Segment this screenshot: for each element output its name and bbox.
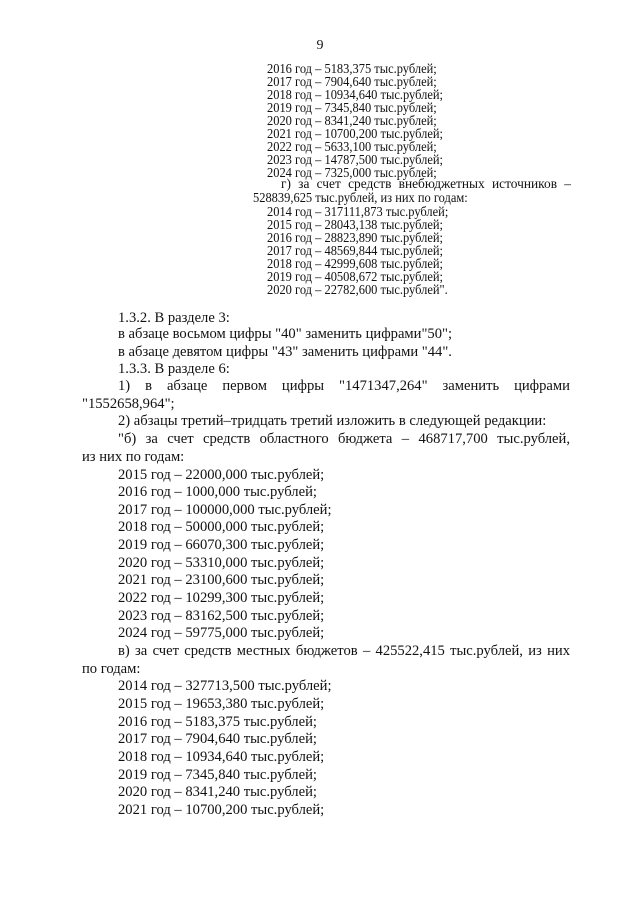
paragraph-line: "1552658,964"; xyxy=(82,396,175,412)
word: цифры xyxy=(281,378,325,394)
word: за xyxy=(135,643,148,659)
list-item: 2024 год – 7325,000 тыс.рублей; xyxy=(267,165,437,180)
list-item: 2023 год – 14787,500 тыс.рублей; xyxy=(267,152,443,167)
word: "1471347,264" xyxy=(339,378,428,394)
list-item: 2015 год – 19653,380 тыс.рублей; xyxy=(118,696,325,712)
list-item: 2018 год – 10934,640 тыс.рублей; xyxy=(267,87,443,102)
word: 1) xyxy=(118,378,131,394)
list-item: 2019 год – 40508,672 тыс.рублей; xyxy=(267,269,443,284)
list-item: 2018 год – 42999,608 тыс.рублей; xyxy=(267,256,443,271)
list-item: 2018 год – 10934,640 тыс.рублей; xyxy=(118,749,325,765)
word: г) xyxy=(281,176,291,191)
word: местных xyxy=(236,643,291,659)
word: тыс.рублей, xyxy=(450,643,523,659)
word: в) xyxy=(118,643,130,659)
paragraph-line: из них по годам: xyxy=(82,449,185,465)
list-item: 2021 год – 10700,200 тыс.рублей; xyxy=(267,126,443,141)
word: счет xyxy=(152,643,179,659)
word: – xyxy=(401,431,410,447)
list-item: 2016 год – 1000,000 тыс.рублей; xyxy=(118,484,317,500)
word: бюджета xyxy=(338,431,393,447)
list-item: 2021 год – 10700,200 тыс.рублей; xyxy=(118,802,325,818)
section-heading: 1.3.3. В разделе 6: xyxy=(118,361,230,377)
word: тыс.рублей, xyxy=(497,431,570,447)
word: первом xyxy=(222,378,267,394)
list-item: 2018 год – 50000,000 тыс.рублей; xyxy=(118,519,325,535)
list-item: 2021 год – 23100,600 тыс.рублей; xyxy=(118,572,325,588)
list-item: 2024 год – 59775,000 тыс.рублей; xyxy=(118,625,325,641)
word: за xyxy=(298,176,310,191)
word: счет xyxy=(316,176,341,191)
list-item: 2017 год – 100000,000 тыс.рублей; xyxy=(118,502,332,518)
word: средств xyxy=(184,643,232,659)
list-item: 2020 год – 53310,000 тыс.рублей; xyxy=(118,555,325,571)
list-item: 2014 год – 327713,500 тыс.рублей; xyxy=(118,678,332,694)
word: счет xyxy=(167,431,194,447)
list-item: 2019 год – 7345,840 тыс.рублей; xyxy=(118,767,317,783)
list-item: 2016 год – 28823,890 тыс.рублей; xyxy=(267,230,443,245)
clause-v-line xyxy=(118,643,570,660)
paragraph-line: в абзаце девятом цифры "43" заменить цифрами "44". xyxy=(118,344,452,360)
list-item: 2022 год – 10299,300 тыс.рублей; xyxy=(118,590,325,606)
page-number: 9 xyxy=(316,38,324,53)
list-item: 2020 год – 8341,240 тыс.рублей; xyxy=(267,113,437,128)
clause-b-line xyxy=(118,431,570,448)
clause-g-line xyxy=(281,177,571,191)
word: 425522,415 xyxy=(375,643,445,659)
word: областного xyxy=(259,431,329,447)
section-heading: 1.3.2. В разделе 3: xyxy=(118,310,230,326)
list-item: 2020 год – 8341,240 тыс.рублей; xyxy=(118,784,317,800)
list-item: 2017 год – 7904,640 тыс.рублей; xyxy=(118,731,317,747)
item1-line xyxy=(118,378,570,395)
list-item: 2020 год – 22782,600 тыс.рублей". xyxy=(267,282,448,297)
list-item: 2017 год – 48569,844 тыс.рублей; xyxy=(267,243,443,258)
word: них xyxy=(547,643,570,659)
clause-g-continuation: 528839,625 тыс.рублей, из них по годам: xyxy=(253,190,468,205)
word: абзаце xyxy=(166,378,208,394)
list-item: 2019 год – 7345,840 тыс.рублей; xyxy=(267,100,437,115)
list-item: 2016 год – 5183,375 тыс.рублей; xyxy=(118,714,317,730)
word: 468717,700 xyxy=(418,431,488,447)
word: внебюджетных xyxy=(398,176,485,191)
paragraph-line: по годам: xyxy=(82,661,141,677)
list-item: 2019 год – 66070,300 тыс.рублей; xyxy=(118,537,325,553)
word: за xyxy=(145,431,158,447)
list-item: 2015 год – 28043,138 тыс.рублей; xyxy=(267,217,443,232)
word: средств xyxy=(203,431,251,447)
list-item: 2017 год – 7904,640 тыс.рублей; xyxy=(267,74,437,89)
word: из xyxy=(528,643,542,659)
list-item: 2016 год – 5183,375 тыс.рублей; xyxy=(267,61,437,76)
list-item: 2014 год – 317111,873 тыс.рублей; xyxy=(267,204,449,219)
word: в xyxy=(145,378,153,394)
list-item: 2015 год – 22000,000 тыс.рублей; xyxy=(118,467,325,483)
word: средств xyxy=(348,176,392,191)
word: бюджетов xyxy=(295,643,358,659)
word: – xyxy=(564,176,571,191)
list-item: 2023 год – 83162,500 тыс.рублей; xyxy=(118,608,325,624)
list-item: 2022 год – 5633,100 тыс.рублей; xyxy=(267,139,437,154)
paragraph-line: 2) абзацы третий–тридцать третий изложить в следующей редакции: xyxy=(118,413,547,429)
word: – xyxy=(362,643,371,659)
word: "б) xyxy=(118,431,137,447)
word: цифрами xyxy=(514,378,570,394)
word: заменить xyxy=(442,378,500,394)
paragraph-line: в абзаце восьмом цифры "40" заменить цифрами"50"; xyxy=(118,326,453,342)
word: источников xyxy=(491,176,558,191)
